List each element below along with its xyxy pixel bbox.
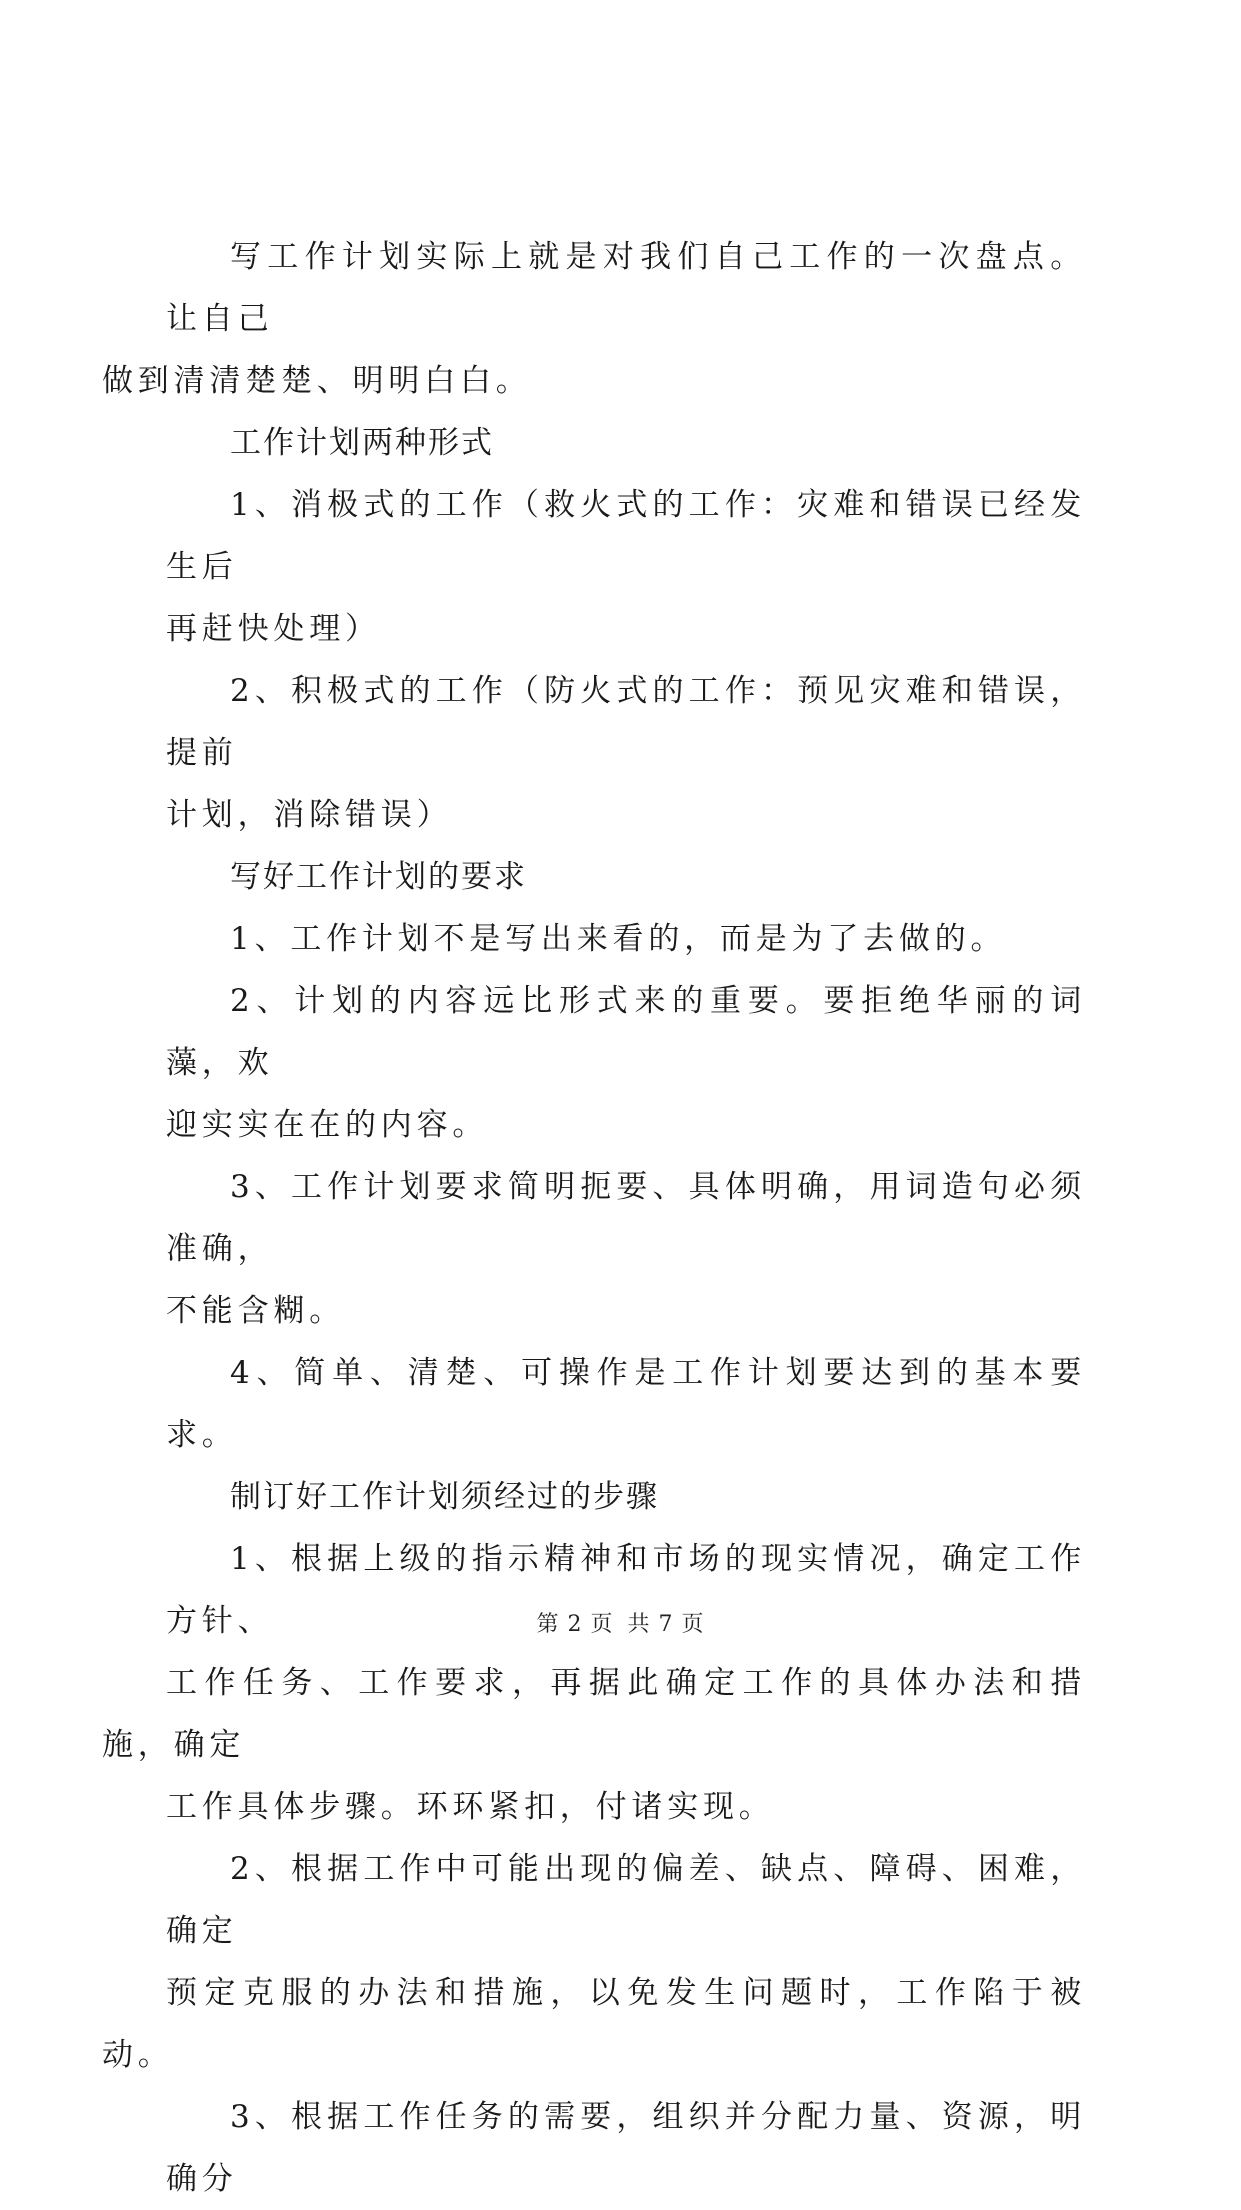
paragraph-requirement-2 bbox=[166, 970, 1086, 1156]
paragraph-passive-work bbox=[166, 474, 1086, 660]
page-number: 第 2 页 bbox=[536, 1612, 614, 1637]
page-footer bbox=[0, 1607, 1241, 1638]
text-line: 不能含糊。 bbox=[166, 1293, 345, 1329]
text-line: 写工作计划实际上就是对我们自己工作的一次盘点。让自己 bbox=[166, 239, 1086, 337]
paragraph-step-2 bbox=[102, 1838, 1086, 2086]
text-line: 2、积极式的工作（防火式的工作：预见灾难和错误，提前 bbox=[166, 673, 1086, 771]
heading-text: 制订好工作计划须经过的步骤 bbox=[230, 1479, 659, 1515]
text-line: 再赶快处理） bbox=[166, 611, 381, 647]
paragraph-requirement-1 bbox=[166, 908, 1086, 970]
text-line: 预定克服的办法和措施，以免发生问题时，工作陷于被动。 bbox=[102, 1975, 1086, 2073]
text-line: 迎实实在在的内容。 bbox=[166, 1107, 489, 1143]
section-heading-requirements bbox=[166, 846, 1086, 908]
section-heading-steps bbox=[166, 1466, 1086, 1528]
document-body bbox=[102, 226, 1086, 2210]
text-line: 2、根据工作中可能出现的偏差、缺点、障碍、困难，确定 bbox=[166, 1851, 1086, 1949]
paragraph-requirement-3 bbox=[166, 1156, 1086, 1342]
paragraph-intro bbox=[102, 226, 1086, 412]
text-line: 做到清清楚楚、明明白白。 bbox=[102, 363, 532, 399]
text-line: 1、消极式的工作（救火式的工作：灾难和错误已经发生后 bbox=[166, 487, 1086, 585]
text-line: 4、简单、清楚、可操作是工作计划要达到的基本要求。 bbox=[166, 1355, 1086, 1453]
text-line: 1、工作计划不是写出来看的，而是为了去做的。 bbox=[230, 921, 1007, 957]
text-line: 3、工作计划要求简明扼要、具体明确，用词造句必须准确， bbox=[166, 1169, 1086, 1267]
section-heading-forms bbox=[166, 412, 1086, 474]
heading-text: 工作计划两种形式 bbox=[230, 425, 494, 461]
text-line: 工作具体步骤。环环紧扣，付诸实现。 bbox=[166, 1789, 775, 1825]
text-line: 计划，消除错误） bbox=[166, 797, 453, 833]
page-total: 共 7 页 bbox=[627, 1612, 705, 1637]
paragraph-active-work bbox=[166, 660, 1086, 846]
text-line: 3、根据工作任务的需要，组织并分配力量、资源，明确分 bbox=[166, 2099, 1086, 2197]
paragraph-step-1 bbox=[102, 1528, 1086, 1838]
paragraph-requirement-4 bbox=[166, 1342, 1086, 1466]
text-line: 工作任务、工作要求，再据此确定工作的具体办法和措施，确定 bbox=[102, 1665, 1086, 1763]
paragraph-step-3 bbox=[166, 2086, 1086, 2210]
text-line: 2、计划的内容远比形式来的重要。要拒绝华丽的词藻，欢 bbox=[166, 983, 1086, 1081]
text-line: 1、根据上级的指示精神和市场的现实情况，确定工作方针、 bbox=[166, 1541, 1086, 1639]
heading-text: 写好工作计划的要求 bbox=[230, 859, 527, 895]
